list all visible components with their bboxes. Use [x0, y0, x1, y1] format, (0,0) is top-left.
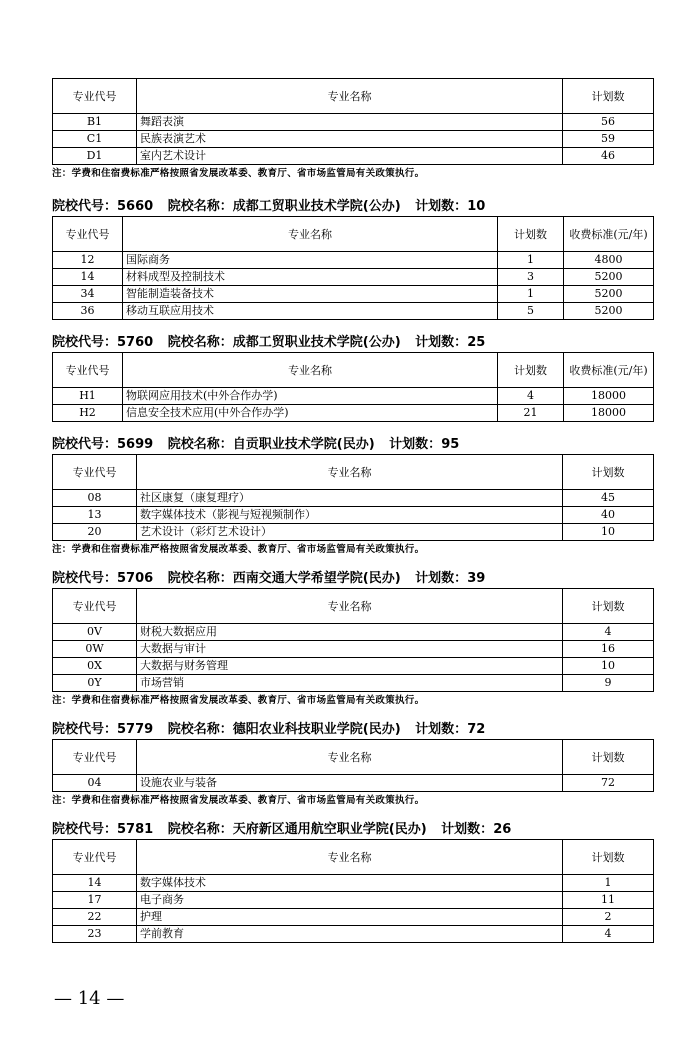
school-plan: 26 — [493, 822, 512, 837]
program-name: 护理 — [137, 909, 563, 926]
label-plan: 计划数： — [441, 822, 494, 837]
program-name: 社区康复（康复理疗） — [137, 490, 563, 507]
program-name: 艺术设计（彩灯艺术设计） — [137, 524, 563, 541]
page-number: — 14 — — [54, 988, 125, 1009]
school-name: 西南交通大学希望学院(民办) — [232, 571, 401, 586]
program-plan: 2 — [563, 909, 654, 926]
col-fee-header: 收费标准(元/年) — [564, 353, 654, 388]
col-fee-header: 收费标准(元/年) — [564, 217, 654, 252]
program-code: 0V — [53, 624, 137, 641]
table-row — [53, 252, 654, 269]
program-table — [52, 739, 654, 792]
table-row — [53, 286, 654, 303]
school-block-5706 — [52, 570, 654, 707]
program-plan: 1 — [498, 252, 564, 269]
program-code: 23 — [53, 926, 137, 943]
school-block-5779 — [52, 721, 654, 807]
col-plan-header: 计划数 — [563, 79, 654, 114]
program-table — [52, 839, 654, 943]
program-code: 08 — [53, 490, 137, 507]
school-plan: 10 — [467, 199, 486, 214]
program-table — [52, 454, 654, 541]
label-name: 院校名称： — [167, 199, 233, 214]
table-row — [53, 524, 654, 541]
program-code: 34 — [53, 286, 123, 303]
col-plan-header: 计划数 — [563, 740, 654, 775]
program-plan: 59 — [563, 131, 654, 148]
school-block-5660 — [52, 198, 654, 320]
program-name: 移动互联应用技术 — [123, 303, 498, 320]
table-header — [53, 455, 654, 490]
col-name-header: 专业名称 — [137, 455, 563, 490]
program-code: B1 — [53, 114, 137, 131]
program-fee: 18000 — [564, 405, 654, 422]
program-name: 电子商务 — [137, 892, 563, 909]
program-fee: 5200 — [564, 286, 654, 303]
table-row — [53, 875, 654, 892]
program-plan: 72 — [563, 775, 654, 792]
school-code: 5699 — [117, 437, 154, 452]
policy-note: 注：学费和住宿费标准严格按照省发展改革委、教育厅、省市场监管局有关政策执行。 — [52, 544, 425, 555]
program-plan: 1 — [498, 286, 564, 303]
label-code: 院校代号： — [52, 722, 118, 737]
label-plan: 计划数： — [415, 335, 468, 350]
label-plan: 计划数： — [415, 571, 468, 586]
table-row — [53, 303, 654, 320]
table-row — [53, 892, 654, 909]
table-header — [53, 217, 654, 252]
table-row — [53, 114, 654, 131]
program-name: 民族表演艺术 — [137, 131, 563, 148]
col-plan-header: 计划数 — [498, 353, 564, 388]
program-code: 0X — [53, 658, 137, 675]
program-code: 0Y — [53, 675, 137, 692]
program-code: D1 — [53, 148, 137, 165]
program-name: 数字媒体技术（影视与短视频制作） — [137, 507, 563, 524]
program-name: 国际商务 — [123, 252, 498, 269]
label-name: 院校名称： — [167, 722, 233, 737]
program-plan: 40 — [563, 507, 654, 524]
program-plan: 3 — [498, 269, 564, 286]
school-plan: 25 — [467, 335, 486, 350]
school-header — [52, 821, 654, 839]
school-name: 成都工贸职业技术学院(公办) — [232, 335, 401, 350]
policy-note: 注：学费和住宿费标准严格按照省发展改革委、教育厅、省市场监管局有关政策执行。 — [52, 695, 425, 706]
page — [52, 78, 654, 957]
program-fee: 5200 — [564, 303, 654, 320]
table-row — [53, 909, 654, 926]
label-code: 院校代号： — [52, 199, 118, 214]
label-name: 院校名称： — [167, 335, 233, 350]
program-table — [52, 352, 654, 422]
label-code: 院校代号： — [52, 437, 118, 452]
label-code: 院校代号： — [52, 822, 118, 837]
table-row — [53, 926, 654, 943]
table-row — [53, 641, 654, 658]
program-plan: 5 — [498, 303, 564, 320]
col-name-header: 专业名称 — [137, 79, 563, 114]
program-plan: 16 — [563, 641, 654, 658]
school-code: 5760 — [117, 335, 154, 350]
table-row — [53, 269, 654, 286]
program-code: 0W — [53, 641, 137, 658]
school-name: 成都工贸职业技术学院(公办) — [232, 199, 401, 214]
school-plan: 95 — [441, 437, 460, 452]
program-plan: 56 — [563, 114, 654, 131]
col-plan-header: 计划数 — [563, 840, 654, 875]
school-name: 自贡职业技术学院(民办) — [232, 437, 375, 452]
school-plan: 72 — [467, 722, 486, 737]
label-plan: 计划数： — [415, 722, 468, 737]
label-code: 院校代号： — [52, 571, 118, 586]
program-plan: 11 — [563, 892, 654, 909]
col-code-header: 专业代号 — [53, 455, 137, 490]
program-plan: 10 — [563, 658, 654, 675]
table-row — [53, 775, 654, 792]
col-name-header: 专业名称 — [123, 353, 498, 388]
program-name: 市场营销 — [137, 675, 563, 692]
table-row — [53, 507, 654, 524]
program-code: 22 — [53, 909, 137, 926]
program-table — [52, 216, 654, 320]
program-fee: 18000 — [564, 388, 654, 405]
col-code-header: 专业代号 — [53, 353, 123, 388]
school-block-5760 — [52, 334, 654, 422]
col-code-header: 专业代号 — [53, 79, 137, 114]
table-header — [53, 840, 654, 875]
program-code: 12 — [53, 252, 123, 269]
label-name: 院校名称： — [167, 571, 233, 586]
col-code-header: 专业代号 — [53, 840, 137, 875]
program-code: 13 — [53, 507, 137, 524]
program-code: 20 — [53, 524, 137, 541]
program-code: 14 — [53, 875, 137, 892]
school-code: 5779 — [117, 722, 154, 737]
program-plan: 1 — [563, 875, 654, 892]
program-fee: 5200 — [564, 269, 654, 286]
program-code: 36 — [53, 303, 123, 320]
label-code: 院校代号： — [52, 335, 118, 350]
program-name: 学前教育 — [137, 926, 563, 943]
program-fee: 4800 — [564, 252, 654, 269]
program-name: 材料成型及控制技术 — [123, 269, 498, 286]
program-plan: 21 — [498, 405, 564, 422]
school-code: 5781 — [117, 822, 154, 837]
col-plan-header: 计划数 — [563, 455, 654, 490]
table-row — [53, 658, 654, 675]
program-code: 04 — [53, 775, 137, 792]
school-block-5781 — [52, 821, 654, 943]
table-header — [53, 589, 654, 624]
program-plan: 45 — [563, 490, 654, 507]
program-name: 智能制造装备技术 — [123, 286, 498, 303]
top-continuation-block — [52, 78, 654, 180]
table-header — [53, 740, 654, 775]
program-name: 信息安全技术应用(中外合作办学) — [123, 405, 498, 422]
col-code-header: 专业代号 — [53, 589, 137, 624]
school-header — [52, 570, 654, 588]
table-row — [53, 490, 654, 507]
table-row — [53, 148, 654, 165]
col-code-header: 专业代号 — [53, 217, 123, 252]
school-name: 天府新区通用航空职业学院(民办) — [232, 822, 427, 837]
program-name: 大数据与财务管理 — [137, 658, 563, 675]
table-row — [53, 405, 654, 422]
program-plan: 10 — [563, 524, 654, 541]
school-header — [52, 334, 654, 352]
program-name: 数字媒体技术 — [137, 875, 563, 892]
table-row — [53, 624, 654, 641]
col-plan-header: 计划数 — [563, 589, 654, 624]
program-name: 舞蹈表演 — [137, 114, 563, 131]
school-code: 5660 — [117, 199, 154, 214]
program-name: 室内艺术设计 — [137, 148, 563, 165]
policy-note: 注：学费和住宿费标准严格按照省发展改革委、教育厅、省市场监管局有关政策执行。 — [52, 168, 425, 179]
col-name-header: 专业名称 — [137, 840, 563, 875]
policy-note: 注：学费和住宿费标准严格按照省发展改革委、教育厅、省市场监管局有关政策执行。 — [52, 795, 425, 806]
program-code: C1 — [53, 131, 137, 148]
table-row — [53, 131, 654, 148]
table-row — [53, 388, 654, 405]
label-plan: 计划数： — [415, 199, 468, 214]
program-name: 物联网应用技术(中外合作办学) — [123, 388, 498, 405]
school-header — [52, 198, 654, 216]
program-name: 设施农业与装备 — [137, 775, 563, 792]
school-name: 德阳农业科技职业学院(民办) — [232, 722, 401, 737]
program-table — [52, 78, 654, 165]
school-header — [52, 436, 654, 454]
program-name: 财税大数据应用 — [137, 624, 563, 641]
school-code: 5706 — [117, 571, 154, 586]
program-code: 17 — [53, 892, 137, 909]
program-code: H2 — [53, 405, 123, 422]
school-block-5699 — [52, 436, 654, 556]
col-name-header: 专业名称 — [137, 740, 563, 775]
program-plan: 4 — [498, 388, 564, 405]
program-plan: 4 — [563, 926, 654, 943]
program-table — [52, 588, 654, 692]
table-header — [53, 79, 654, 114]
program-plan: 46 — [563, 148, 654, 165]
program-name: 大数据与审计 — [137, 641, 563, 658]
program-plan: 4 — [563, 624, 654, 641]
program-code: H1 — [53, 388, 123, 405]
label-plan: 计划数： — [389, 437, 442, 452]
table-header — [53, 353, 654, 388]
label-name: 院校名称： — [167, 437, 233, 452]
label-name: 院校名称： — [167, 822, 233, 837]
col-plan-header: 计划数 — [498, 217, 564, 252]
col-name-header: 专业名称 — [137, 589, 563, 624]
program-plan: 9 — [563, 675, 654, 692]
program-code: 14 — [53, 269, 123, 286]
col-code-header: 专业代号 — [53, 740, 137, 775]
col-name-header: 专业名称 — [123, 217, 498, 252]
table-row — [53, 675, 654, 692]
school-plan: 39 — [467, 571, 486, 586]
school-header — [52, 721, 654, 739]
